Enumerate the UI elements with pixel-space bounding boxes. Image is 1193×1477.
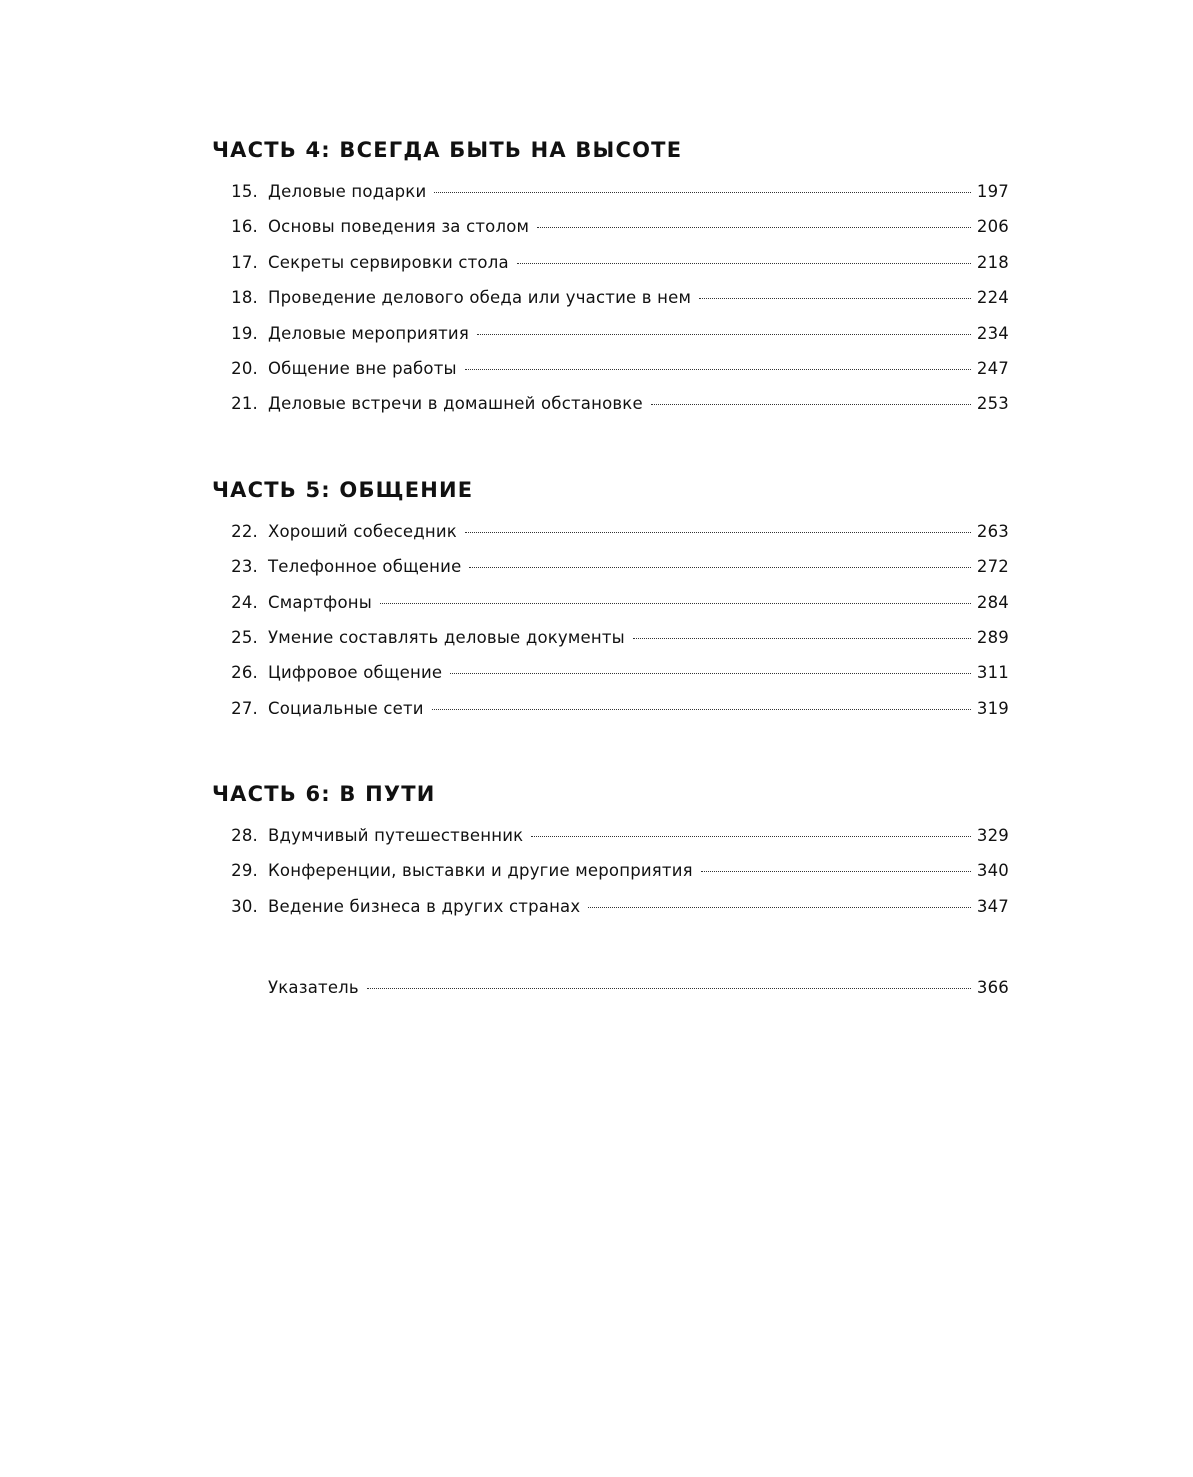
dot-leader [434,192,971,193]
dot-leader [588,907,971,908]
page-number: 234 [976,323,1009,343]
toc-entry[interactable] [212,174,1009,209]
toc-entry[interactable] [212,620,1009,655]
index-section [212,970,1009,1005]
dot-leader [450,673,971,674]
toc-entry[interactable] [212,209,1009,244]
toc-entry[interactable] [212,280,1009,315]
chapter-number: 19. [231,323,258,343]
toc-entry[interactable] [212,691,1009,726]
chapter-title: Основы поведения за столом [268,217,530,237]
chapter-number: 27. [231,698,258,718]
chapter-number: 20. [231,358,258,378]
dot-leader [701,871,971,872]
toc-entry[interactable] [212,585,1009,620]
part-title: ЧАСТЬ 4: ВСЕГДА БЫТЬ НА ВЫСОТЕ [212,138,683,162]
toc-entry[interactable] [212,853,1009,888]
toc-entry[interactable] [212,889,1009,924]
dot-leader [469,567,970,568]
dot-leader [367,988,971,989]
dot-leader [531,836,971,837]
toc-entry[interactable] [212,655,1009,690]
chapter-number: 25. [231,627,258,647]
chapter-title: Ведение бизнеса в других странах [268,896,581,916]
chapter-title: Секреты сервировки стола [268,252,509,272]
chapter-title: Конференции, выставки и другие мероприятия [268,861,693,881]
page-number: 247 [976,358,1009,378]
page-number: 272 [976,557,1009,577]
toc-entry-index[interactable] [212,970,1009,1005]
table-of-contents [212,128,1009,1006]
toc-entry[interactable] [212,818,1009,853]
chapter-number: 15. [231,182,258,201]
page-number: 340 [976,861,1009,881]
dot-leader [465,369,971,370]
chapter-title: Цифровое общение [268,663,443,683]
index-title: Указатель [268,978,359,998]
part-6 [212,772,1009,924]
dot-leader [517,263,971,264]
toc-entry[interactable] [212,351,1009,386]
chapter-title: Деловые мероприятия [268,323,469,343]
page-number: 329 [976,826,1009,846]
dot-leader [633,638,971,639]
page-number: 218 [976,252,1009,272]
chapter-title: Умение составлять деловые документы [268,627,625,647]
part-5 [212,468,1009,726]
chapter-number: 21. [231,394,258,414]
chapter-number: 30. [231,896,258,916]
chapter-title: Вдумчивый путешественник [268,826,524,846]
page-number: 206 [976,217,1009,237]
chapter-number: 28. [231,826,258,846]
chapter-number: 16. [231,217,258,237]
dot-leader [651,404,971,405]
toc-entry[interactable] [212,245,1009,280]
chapter-number: 24. [231,592,258,612]
dot-leader [477,334,971,335]
chapter-title: Социальные сети [268,698,424,718]
page-number: 197 [976,182,1009,201]
page-number: 366 [976,978,1009,998]
chapter-title: Общение вне работы [268,358,457,378]
part-title: ЧАСТЬ 5: ОБЩЕНИЕ [212,477,474,502]
page-number: 289 [976,627,1009,647]
dot-leader [380,603,971,604]
part-title: ЧАСТЬ 6: В ПУТИ [212,782,436,807]
toc-entry[interactable] [212,316,1009,351]
chapter-number: 22. [231,521,258,541]
chapter-title: Проведение делового обеда или участие в нем [268,288,692,308]
chapter-number: 29. [231,861,258,881]
chapter-title: Деловые подарки [268,182,427,201]
chapter-title: Хороший собеседник [268,521,457,541]
part-4 [212,128,1009,422]
page-number: 319 [976,698,1009,718]
toc-entry[interactable] [212,514,1009,549]
dot-leader [465,532,971,533]
chapter-number: 26. [231,663,258,683]
page-number: 253 [976,394,1009,414]
chapter-number [212,970,268,1005]
page-number: 347 [976,896,1009,916]
page-number: 311 [976,663,1009,683]
toc-entry[interactable] [212,386,1009,421]
chapter-title: Деловые встречи в домашней обстановке [268,394,643,414]
page-number: 263 [976,521,1009,541]
page-number: 284 [976,592,1009,612]
chapter-number: 18. [231,288,258,308]
chapter-title: Телефонное общение [268,557,462,577]
dot-leader [699,298,971,299]
dot-leader [537,227,971,228]
dot-leader [432,709,971,710]
chapter-number: 23. [231,557,258,577]
chapter-title: Смартфоны [268,592,372,612]
page-number: 224 [976,288,1009,308]
toc-entry[interactable] [212,549,1009,584]
chapter-number: 17. [231,252,258,272]
